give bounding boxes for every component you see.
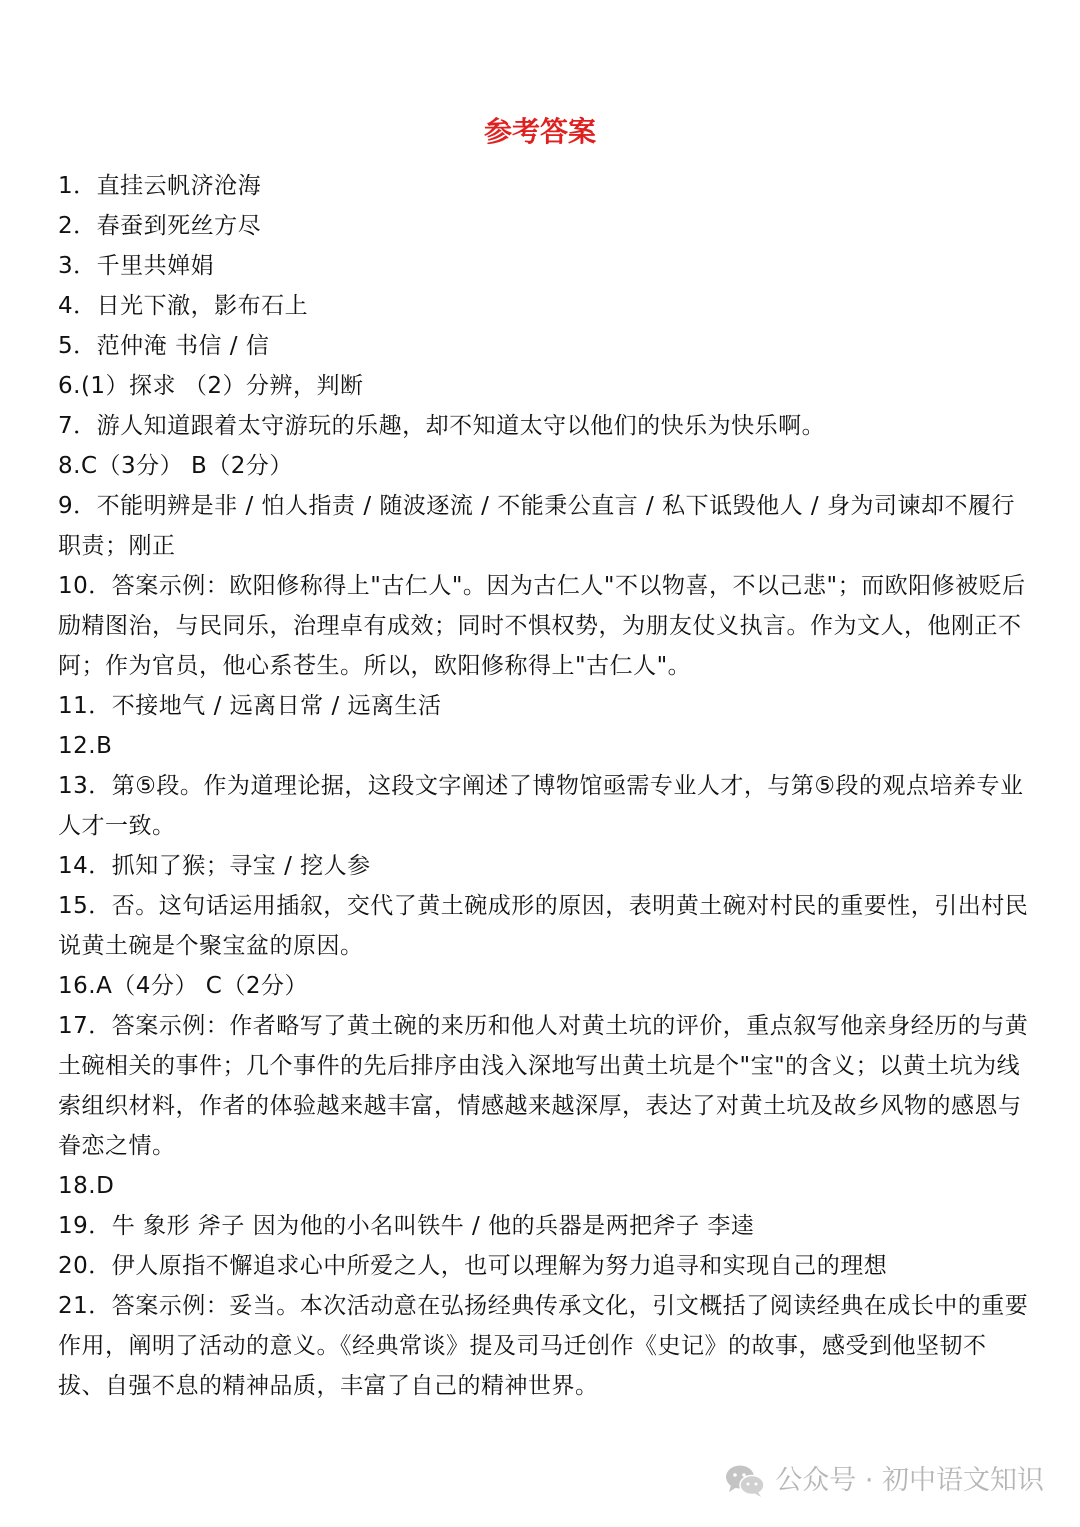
answer-item-12: 12.B (58, 733, 113, 759)
answer-item-4: 4．日光下澈，影布石上 (58, 293, 309, 319)
answer-item-3: 3．千里共婵娟 (58, 253, 215, 279)
answer-item-20: 20．伊人原指不懈追求心中所爱之人，也可以理解为努力追寻和实现自己的理想 (58, 1253, 888, 1279)
answer-item-21: 21．答案示例：妥当。本次活动意在弘扬经典传承文化，引文概括了阅读经典在成长中的重要作用，阐明了活动的意义。《经典常谈》提及司马迁创作《史记》的故事，感受到他坚韧不拔、自强不息的精神品质，丰富了自己的精神世界。 (58, 1293, 1029, 1399)
answer-item-2: 2．春蚕到死丝方尽 (58, 213, 262, 239)
answer-item-16: 16.A（4分） C（2分） (58, 973, 308, 999)
answer-item-1: 1．直挂云帆济沧海 (58, 173, 262, 199)
answer-item-15: 15．否。这句话运用插叙，交代了黄土碗成形的原因，表明黄土碗对村民的重要性，引出村民说黄土碗是个聚宝盆的原因。 (58, 893, 1029, 959)
answer-item-18: 18.D (58, 1173, 115, 1199)
answer-list (58, 166, 1030, 1406)
answer-item-13: 13．第⑤段。作为道理论据，这段文字阐述了博物馆亟需专业人才，与第⑤段的观点培养专业人才一致。 (58, 773, 1024, 839)
answer-item-11: 11．不接地气 / 远离日常 / 远离生活 (58, 693, 442, 719)
wechat-icon (725, 1464, 765, 1498)
answer-item-14: 14．抓知了猴；寻宝 / 挖人参 (58, 853, 371, 879)
answer-item-7: 7．游人知道跟着太守游玩的乐趣，却不知道太守以他们的快乐为快乐啊。 (58, 413, 826, 439)
answer-item-9: 9．不能明辨是非 / 怕人指责 / 随波逐流 / 不能秉公直言 / 私下诋毁他人 / 身为司谏却不履行职责；刚正 (58, 493, 1015, 559)
watermark (725, 1463, 1044, 1499)
answer-item-17: 17．答案示例：作者略写了黄土碗的来历和他人对黄土坑的评价，重点叙写他亲身经历的与黄土碗相关的事件；几个事件的先后排序由浅入深地写出黄土坑是个"宝"的含义；以黄土坑为线索组织材料，作者的体验越来越丰富，情感越来越深厚，表达了对黄土坑及故乡风物的感恩与眷恋之情。 (58, 1013, 1029, 1159)
watermark-text: 公众号 · 初中语文知识 (775, 1465, 1044, 1496)
answer-item-6: 6.(1）探求 （2）分辨，判断 (58, 373, 364, 399)
answer-item-8: 8.C（3分） B（2分） (58, 453, 293, 479)
answer-item-19: 19．牛 象形 斧子 因为他的小名叫铁牛 / 他的兵器是两把斧子 李逵 (58, 1213, 755, 1239)
answer-item-10: 10．答案示例：欧阳修称得上"古仁人"。因为古仁人"不以物喜，不以己悲"；而欧阳修被贬后励精图治，与民同乐，治理卓有成效；同时不惧权势，为朋友仗义执言。作为文人，他刚正不阿；作为官员，他心系苍生。所以，欧阳修称得上"古仁人"。 (58, 573, 1026, 679)
answer-item-5: 5．范仲淹 书信 / 信 (58, 333, 270, 359)
page-title: 参考答案 (483, 115, 596, 148)
